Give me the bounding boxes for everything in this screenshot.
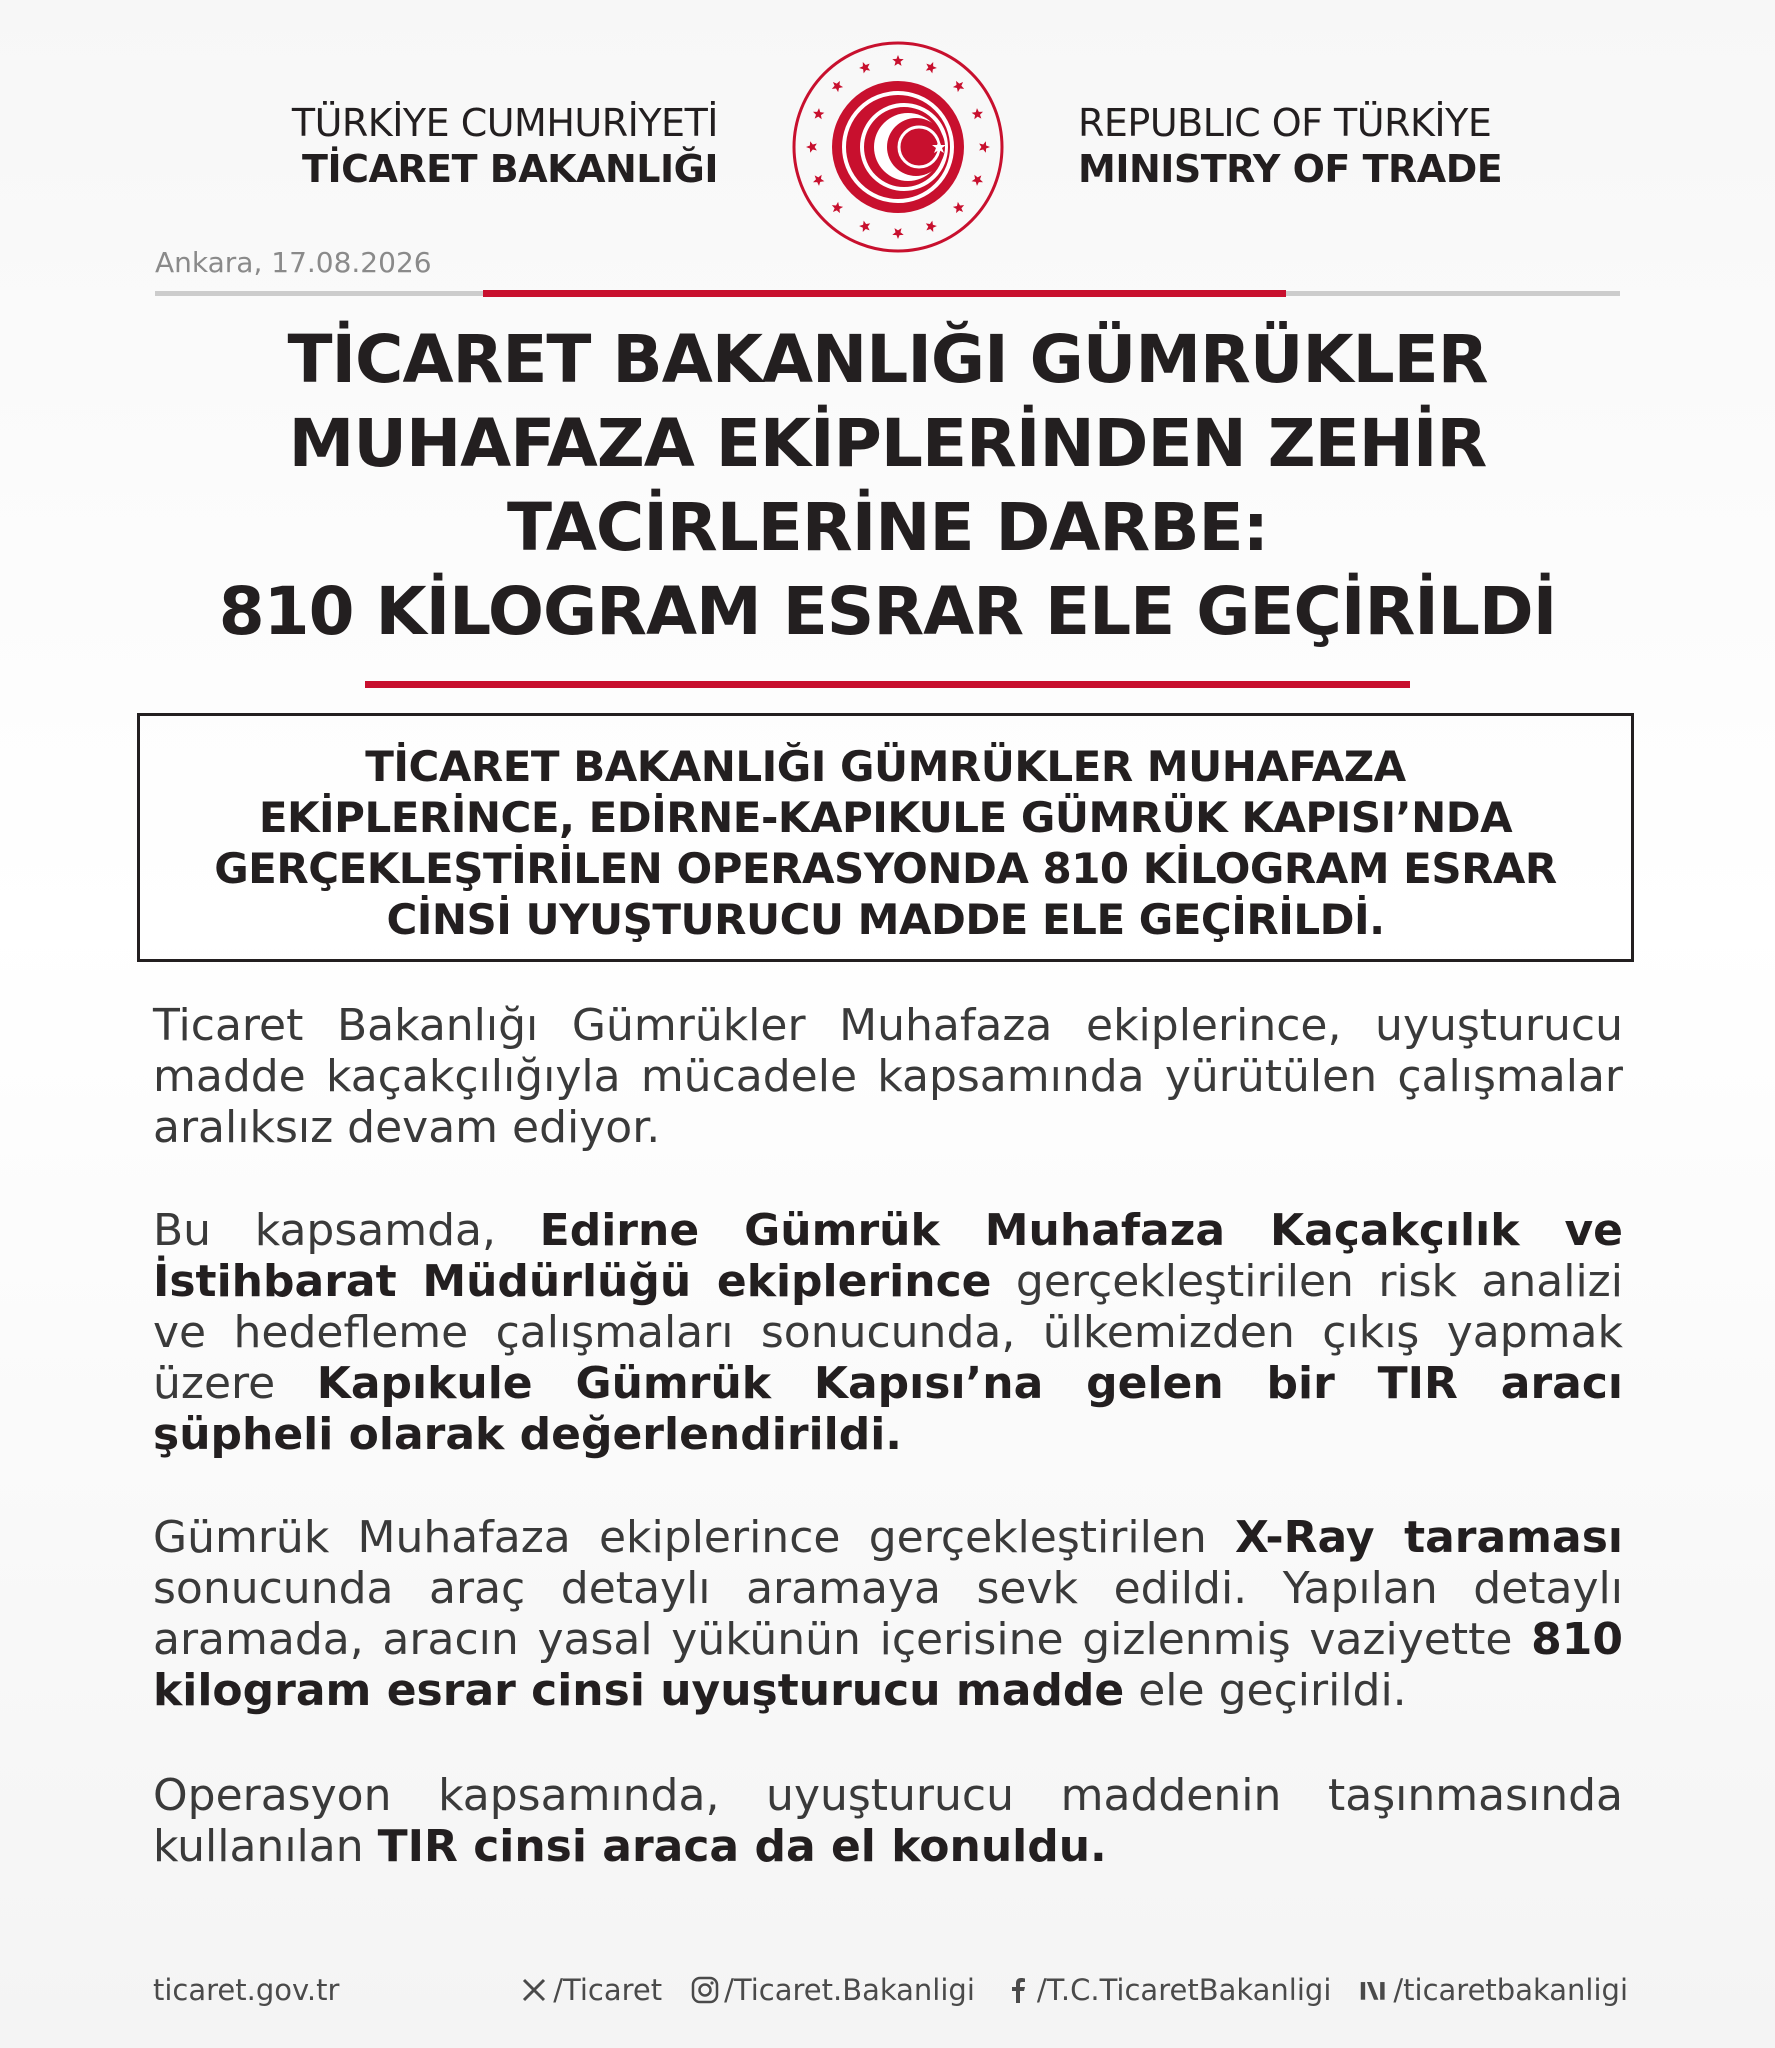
paragraph-2-text-a: Bu kapsamda, xyxy=(153,1205,540,1256)
paragraph-4-bold-a: TIR cinsi araca da el konuldu. xyxy=(377,1821,1107,1872)
paragraph-3-text-a: Gümrük Muhafaza ekiplerince gerçekleştirilen xyxy=(153,1512,1235,1563)
facebook-link[interactable] xyxy=(1003,1973,1332,2007)
paragraph-3-bold-a: X-Ray taraması xyxy=(1235,1512,1623,1563)
paragraph-1: Ticaret Bakanlığı Gümrükler Muhafaza ekiplerince, uyuşturucu madde kaçakçılığıyla mücadele kapsamında yürütülen çalışmalar aralıksız devam ediyor. xyxy=(153,1000,1623,1153)
ministry-seal-icon xyxy=(789,38,1007,256)
seal-star-icon xyxy=(979,141,990,152)
nsosyal-icon xyxy=(1359,1975,1389,2005)
org-name-en-line2: MINISTRY OF TRADE xyxy=(1078,147,1503,191)
seal-star-icon xyxy=(953,81,964,92)
seal-star-icon xyxy=(806,141,817,152)
instagram-handle: /Ticaret.Bakanligi xyxy=(724,1973,975,2007)
headline-line-2: MUHAFAZA EKİPLERİNDEN ZEHİR xyxy=(288,405,1487,482)
paragraph-2 xyxy=(153,1205,1623,1460)
summary-text xyxy=(140,741,1631,945)
headline-line-4: 810 KİLOGRAM ESRAR ELE GEÇİRİLDİ xyxy=(218,573,1557,650)
paragraph-4-text-a: Operasyon kapsamında, uyuşturucu maddenin taşınmasında kullanılan xyxy=(153,1770,1623,1872)
nsosyal-handle: /ticaretbakanligi xyxy=(1393,1973,1628,2007)
x-logo-icon xyxy=(519,1975,549,2005)
seal-star-icon xyxy=(859,62,870,73)
letterhead xyxy=(0,0,1775,250)
org-name-en-line1: REPUBLIC OF TÜRKİYE xyxy=(1078,101,1492,145)
top-divider-accent xyxy=(483,290,1286,297)
seal-star-icon xyxy=(972,108,983,119)
paragraph-2-bold-b: Kapıkule Gümrük Kapısı’na gelen bir TIR aracı şüpheli olarak değerlendirildi. xyxy=(153,1358,1623,1460)
paragraph-2-bold-a: Edirne Gümrük Muhafaza Kaçakçılık ve İstihbarat Müdürlüğü ekiplerince xyxy=(153,1205,1623,1307)
summary-line-3: GERÇEKLEŞTİRİLEN OPERASYONDA 810 KİLOGRAM ESRAR xyxy=(214,844,1557,893)
social-links xyxy=(519,1973,1628,2007)
paragraph-3 xyxy=(153,1512,1623,1716)
instagram-link[interactable] xyxy=(690,1973,975,2007)
org-name-tr-line2: TİCARET BAKANLIĞI xyxy=(302,147,718,191)
seal-star-icon xyxy=(926,62,937,73)
seal-star-icon xyxy=(892,228,903,239)
paragraph-4 xyxy=(153,1770,1623,1872)
summary-box xyxy=(137,713,1634,962)
paragraph-3-text-b: sonucunda araç detaylı aramaya sevk edildi. Yapılan detaylı aramada, aracın yasal yükünün içerisine gizlenmiş vaziyette xyxy=(153,1563,1623,1665)
summary-line-4: CİNSİ UYUŞTURUCU MADDE ELE GEÇİRİLDİ. xyxy=(386,895,1385,944)
paragraph-2-text-b: gerçekleştirilen risk analizi ve hedefleme çalışmaları sonucunda, ülkemizden çıkış yapmak üzere xyxy=(153,1256,1623,1409)
paragraph-3-text-c: ele geçirildi. xyxy=(1124,1665,1407,1716)
summary-line-2: EKİPLERİNCE, EDİRNE-KAPIKULE GÜMRÜK KAPISI’NDA xyxy=(258,793,1513,842)
seal-star-icon xyxy=(813,108,824,119)
facebook-icon xyxy=(1003,1975,1033,2005)
website-link[interactable]: ticaret.gov.tr xyxy=(153,1973,340,2007)
seal-star-icon xyxy=(972,175,983,186)
x-handle: /Ticaret xyxy=(553,1973,663,2007)
facebook-handle: /T.C.TicaretBakanligi xyxy=(1036,1973,1332,2007)
seal-star-icon xyxy=(953,202,964,213)
summary-line-1: TİCARET BAKANLIĞI GÜMRÜKLER MUHAFAZA xyxy=(365,742,1406,791)
seal-star-icon xyxy=(926,221,937,232)
seal-star-icon xyxy=(892,55,903,66)
org-name-tr-line1: TÜRKİYE CUMHURİYETİ xyxy=(291,101,718,145)
x-link[interactable] xyxy=(519,1973,662,2007)
paragraph-3-bold-b: 810 kilogram esrar cinsi uyuşturucu madde xyxy=(153,1614,1623,1716)
footer xyxy=(0,1965,1775,2015)
org-name-tr xyxy=(292,100,718,192)
nsosyal-link[interactable] xyxy=(1359,1973,1628,2007)
seal-star-icon xyxy=(859,221,870,232)
org-name-en xyxy=(1078,100,1502,192)
headline xyxy=(110,318,1665,654)
dateline: Ankara, 17.08.2026 xyxy=(155,246,432,279)
seal-star-icon xyxy=(832,202,843,213)
headline-line-3: TACİRLERİNE DARBE: xyxy=(506,489,1269,566)
seal-star-icon xyxy=(813,175,824,186)
seal-star-icon xyxy=(832,81,843,92)
headline-line-1: TİCARET BAKANLIĞI GÜMRÜKLER xyxy=(287,321,1488,398)
instagram-icon xyxy=(690,1975,720,2005)
headline-underline xyxy=(365,681,1410,688)
